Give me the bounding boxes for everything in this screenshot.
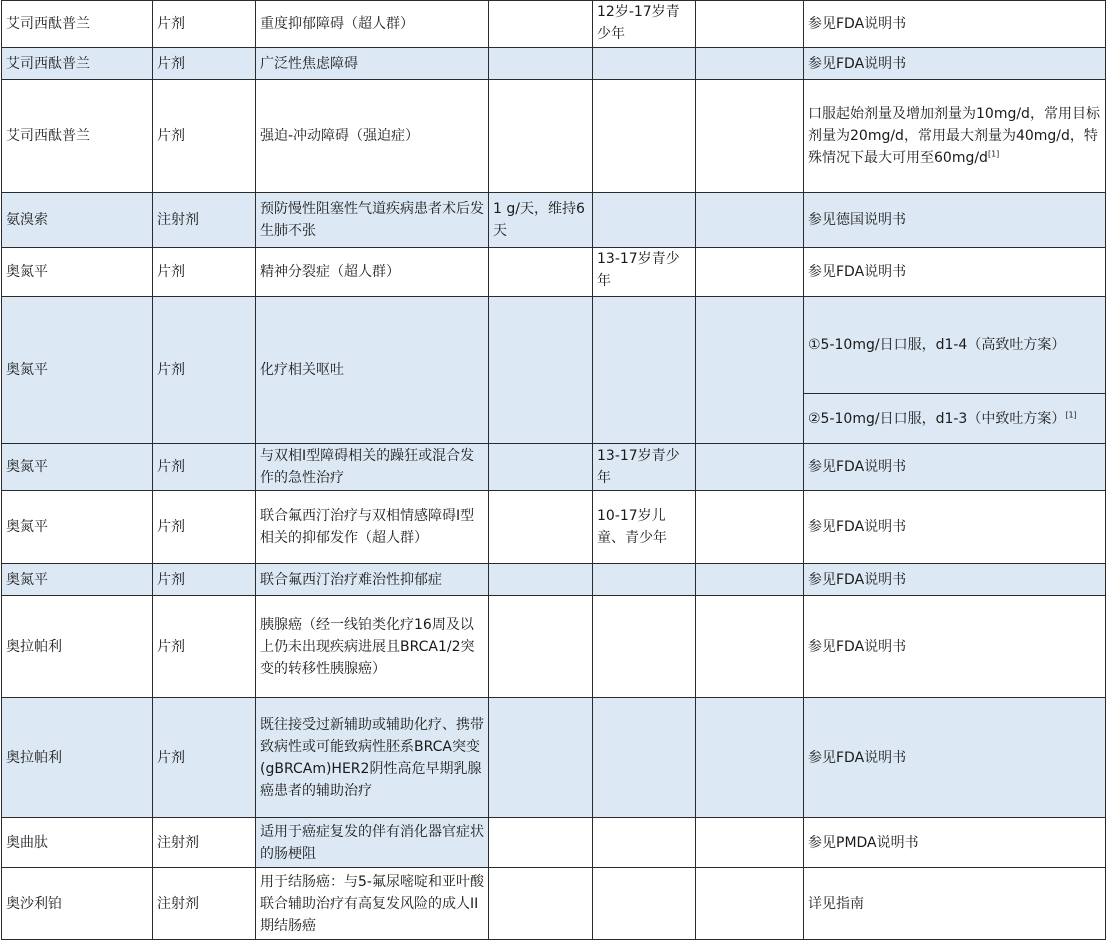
age-cell — [593, 868, 696, 940]
citation-marker: [1] — [987, 149, 1000, 159]
note-cell: 参见FDA说明书 — [804, 248, 1106, 297]
note-cell: 参见德国说明书 — [804, 193, 1106, 248]
indication-cell: 与双相I型障碍相关的躁狂或混合发作的急性治疗 — [256, 444, 489, 491]
indication-cell: 适用于癌症复发的伴有消化器官症状的肠梗阻 — [256, 818, 489, 868]
dose-cell — [489, 48, 593, 80]
indication-cell: 联合氟西汀治疗难治性抑郁症 — [256, 564, 489, 596]
drug-name-cell: 奥氮平 — [2, 564, 153, 596]
indication-cell: 既往接受过新辅助或辅助化疗、携带致病性或可能致病性胚系BRCA突变(gBRCAm)HER2阴性高危早期乳腺癌患者的辅助治疗 — [256, 698, 489, 818]
dose-cell — [489, 596, 593, 698]
dose-cell — [489, 297, 593, 444]
dosage-form-cell: 片剂 — [153, 297, 256, 444]
age-cell — [593, 564, 696, 596]
dosage-form-cell: 注射剂 — [153, 818, 256, 868]
empty-cell — [696, 297, 804, 444]
table-row — [2, 564, 1106, 596]
drug-name-cell: 艾司西酞普兰 — [2, 1, 153, 48]
dosage-form-cell: 片剂 — [153, 564, 256, 596]
empty-cell — [696, 596, 804, 698]
citation-marker: [1] — [1065, 409, 1077, 419]
table-row — [2, 248, 1106, 297]
note-cell: 参见FDA说明书 — [804, 1, 1106, 48]
note-cell: 详见指南 — [804, 868, 1106, 940]
age-cell — [593, 193, 696, 248]
table-row — [2, 48, 1106, 80]
table-row — [2, 444, 1106, 491]
indication-cell: 用于结肠癌：与5-氟尿嘧啶和亚叶酸联合辅助治疗有高复发风险的成人II期结肠癌 — [256, 868, 489, 940]
empty-cell — [696, 564, 804, 596]
dosage-form-cell: 片剂 — [153, 596, 256, 698]
dose-cell — [489, 698, 593, 818]
indication-cell: 胰腺癌（经一线铂类化疗16周及以上仍未出现疾病进展且BRCA1/2突变的转移性胰腺癌） — [256, 596, 489, 698]
table-row — [2, 80, 1106, 193]
indication-cell: 预防慢性阻塞性气道疾病患者术后发生肺不张 — [256, 193, 489, 248]
dose-cell — [489, 564, 593, 596]
note-cell: 参见FDA说明书 — [804, 491, 1106, 564]
note-cell: 参见FDA说明书 — [804, 564, 1106, 596]
age-cell: 13-17岁青少年 — [593, 248, 696, 297]
empty-cell — [696, 444, 804, 491]
drug-name-cell: 奥氮平 — [2, 248, 153, 297]
drug-name-cell: 奥氮平 — [2, 297, 153, 444]
dose-cell — [489, 444, 593, 491]
age-cell — [593, 297, 696, 444]
dose-cell — [489, 80, 593, 193]
note-cell: 参见FDA说明书 — [804, 48, 1106, 80]
table-row — [2, 193, 1106, 248]
note-text: ②5-10mg/日口服，d1-3（中致吐方案） — [808, 410, 1066, 427]
note-cell — [804, 394, 1106, 444]
dosage-form-cell: 片剂 — [153, 444, 256, 491]
dose-cell — [489, 868, 593, 940]
age-cell — [593, 818, 696, 868]
dose-cell: 1 g/天，维持6天 — [489, 193, 593, 248]
empty-cell — [696, 491, 804, 564]
drug-name-cell: 奥氮平 — [2, 491, 153, 564]
note-cell: 参见FDA说明书 — [804, 698, 1106, 818]
table-row — [2, 491, 1106, 564]
dose-cell — [489, 248, 593, 297]
empty-cell — [696, 1, 804, 48]
indication-cell: 化疗相关呕吐 — [256, 297, 489, 444]
table-row — [2, 1, 1106, 48]
dose-cell — [489, 1, 593, 48]
dosage-form-cell: 注射剂 — [153, 868, 256, 940]
table-row — [2, 818, 1106, 868]
drug-name-cell: 氨溴索 — [2, 193, 153, 248]
empty-cell — [696, 248, 804, 297]
dosage-form-cell: 片剂 — [153, 80, 256, 193]
drug-name-cell: 奥曲肽 — [2, 818, 153, 868]
empty-cell — [696, 818, 804, 868]
note-cell: 参见PMDA说明书 — [804, 818, 1106, 868]
drug-name-cell: 奥拉帕利 — [2, 698, 153, 818]
table-row — [2, 297, 1106, 394]
indication-cell: 广泛性焦虑障碍 — [256, 48, 489, 80]
empty-cell — [696, 868, 804, 940]
indication-cell: 重度抑郁障碍（超人群） — [256, 1, 489, 48]
age-cell: 10-17岁儿童、青少年 — [593, 491, 696, 564]
age-cell: 12岁-17岁青少年 — [593, 1, 696, 48]
drug-name-cell: 奥氮平 — [2, 444, 153, 491]
table-row — [2, 868, 1106, 940]
note-cell: ①5-10mg/日口服，d1-4（高致吐方案） — [804, 297, 1106, 394]
dosage-form-cell: 片剂 — [153, 1, 256, 48]
drug-name-cell: 艾司西酞普兰 — [2, 48, 153, 80]
age-cell — [593, 596, 696, 698]
dose-cell — [489, 818, 593, 868]
dosage-form-cell: 片剂 — [153, 698, 256, 818]
drug-table — [1, 0, 1106, 940]
indication-cell: 精神分裂症（超人群） — [256, 248, 489, 297]
empty-cell — [696, 48, 804, 80]
note-text: 口服起始剂量及增加剂量为10mg/d，常用目标剂量为20mg/d，常用最大剂量为40mg/d，特殊情况下最大可用至60mg/d — [808, 106, 1100, 166]
dose-cell — [489, 491, 593, 564]
dosage-form-cell: 片剂 — [153, 491, 256, 564]
drug-name-cell: 艾司西酞普兰 — [2, 80, 153, 193]
empty-cell — [696, 80, 804, 193]
age-cell — [593, 80, 696, 193]
note-cell — [804, 80, 1106, 193]
age-cell — [593, 48, 696, 80]
drug-name-cell: 奥拉帕利 — [2, 596, 153, 698]
empty-cell — [696, 193, 804, 248]
age-cell — [593, 698, 696, 818]
dosage-form-cell: 片剂 — [153, 248, 256, 297]
empty-cell — [696, 698, 804, 818]
drug-name-cell: 奥沙利铂 — [2, 868, 153, 940]
indication-cell: 联合氟西汀治疗与双相情感障碍I型相关的抑郁发作（超人群） — [256, 491, 489, 564]
dosage-form-cell: 注射剂 — [153, 193, 256, 248]
note-cell: 参见FDA说明书 — [804, 596, 1106, 698]
indication-cell: 强迫-冲动障碍（强迫症） — [256, 80, 489, 193]
note-cell: 参见FDA说明书 — [804, 444, 1106, 491]
dosage-form-cell: 片剂 — [153, 48, 256, 80]
table-row — [2, 596, 1106, 698]
age-cell: 13-17岁青少年 — [593, 444, 696, 491]
table-row — [2, 698, 1106, 818]
